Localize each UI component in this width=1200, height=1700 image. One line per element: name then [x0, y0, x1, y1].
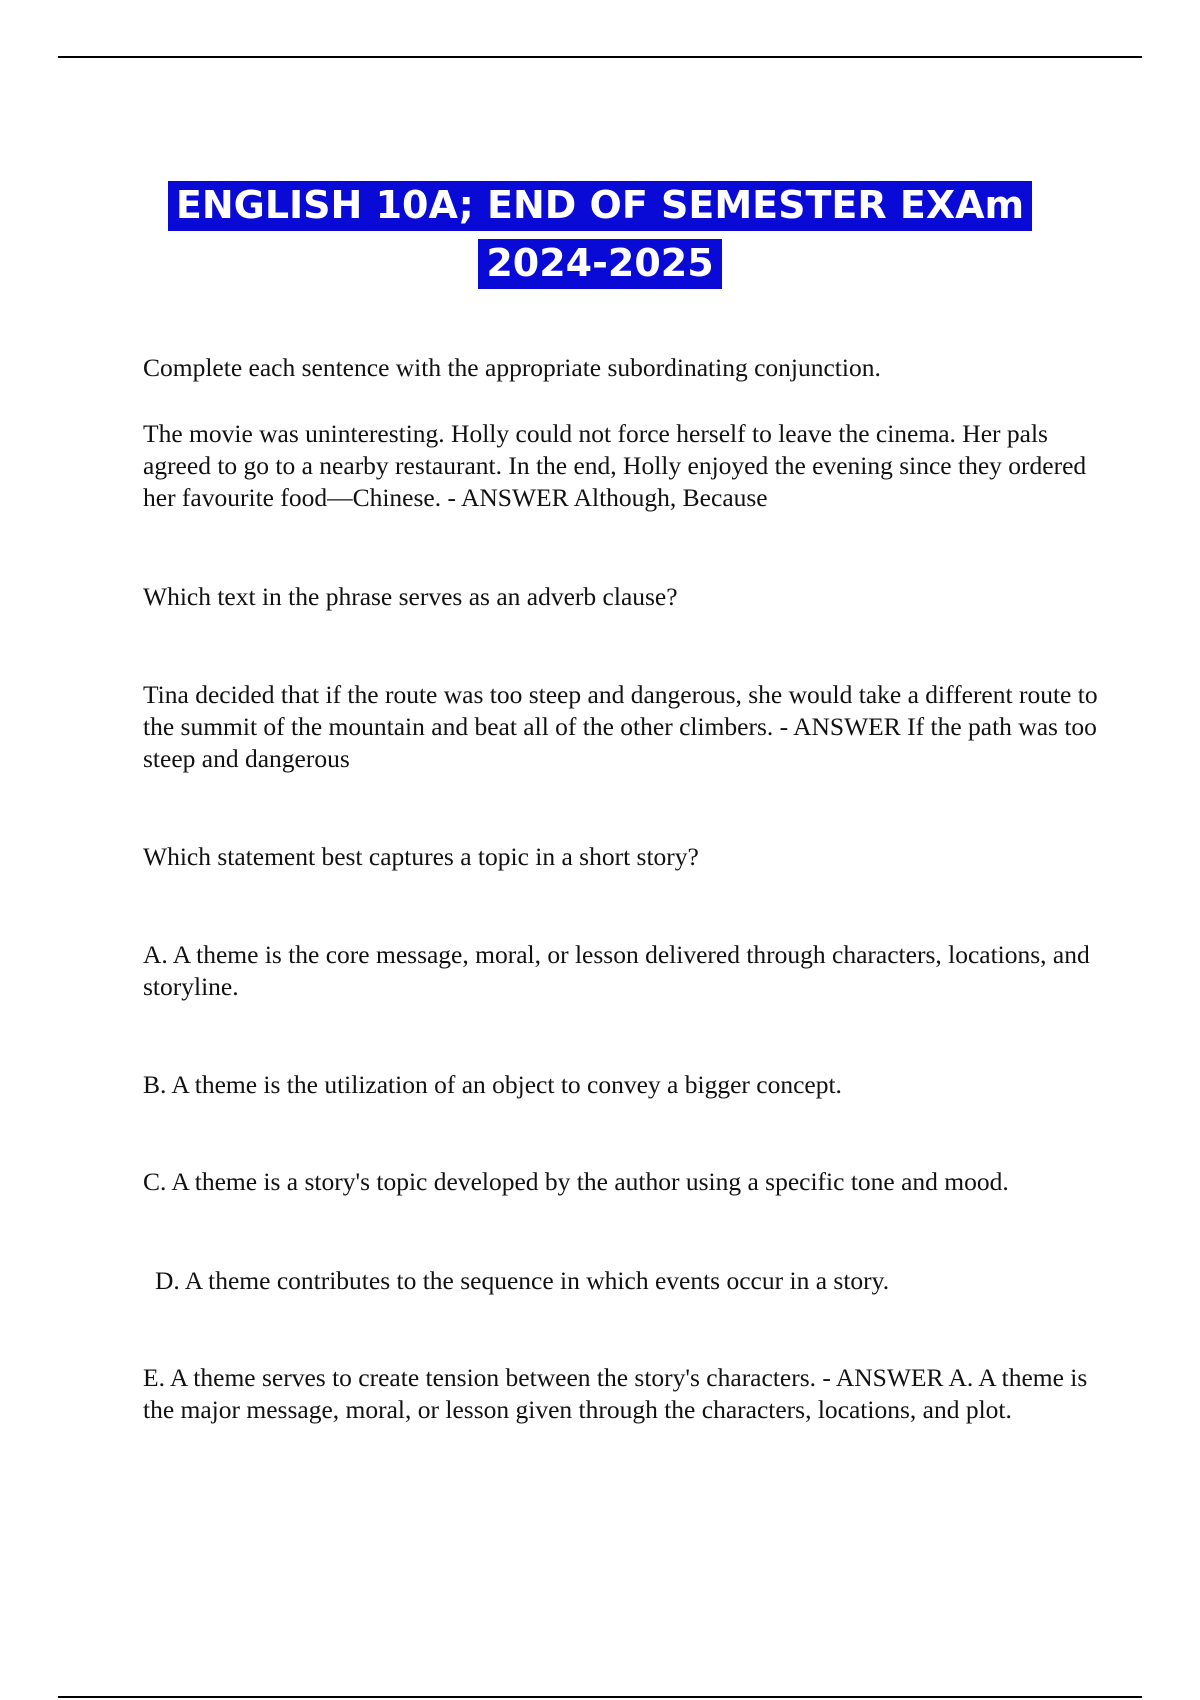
question-2-prompt: Which text in the phrase serves as an adverb clause?	[143, 582, 678, 611]
option-b: B. A theme is the utilization of an object to convey a bigger concept.	[143, 1070, 842, 1099]
top-rule	[58, 56, 1142, 58]
bottom-rule	[58, 1696, 1142, 1698]
question-3-prompt: Which statement best captures a topic in a short story?	[143, 842, 699, 871]
title-line-1: ENGLISH 10A; END OF SEMESTER EXAm	[168, 181, 1032, 231]
document-title	[0, 176, 1200, 292]
title-line-2: 2024-2025	[478, 239, 721, 289]
option-c: C. A theme is a story's topic developed by the author using a specific tone and mood.	[143, 1167, 1009, 1196]
question-2-text: Tina decided that if the route was too steep and dangerous, she would take a different route to the summit of the mountain and beat all of the other climbers. - ANSWER If the path was too steep and dangerous	[143, 680, 1098, 773]
option-e-answer: E. A theme serves to create tension between the story's characters. - ANSWER A. A theme is the major message, moral, or lesson given through the characters, locations, and plot.	[143, 1363, 1088, 1424]
option-d: D. A theme contributes to the sequence in which events occur in a story.	[155, 1266, 890, 1295]
instruction-text: Complete each sentence with the appropriate subordinating conjunction.	[143, 353, 881, 382]
option-a: A. A theme is the core message, moral, or lesson delivered through characters, locations, and storyline.	[143, 940, 1090, 1001]
question-1-text: The movie was uninteresting. Holly could not force herself to leave the cinema. Her pals agreed to go to a nearby restaurant. In the end, Holly enjoyed the evening since they ordered her favourite food—Chinese. - ANSWER Although, Because	[143, 419, 1087, 512]
